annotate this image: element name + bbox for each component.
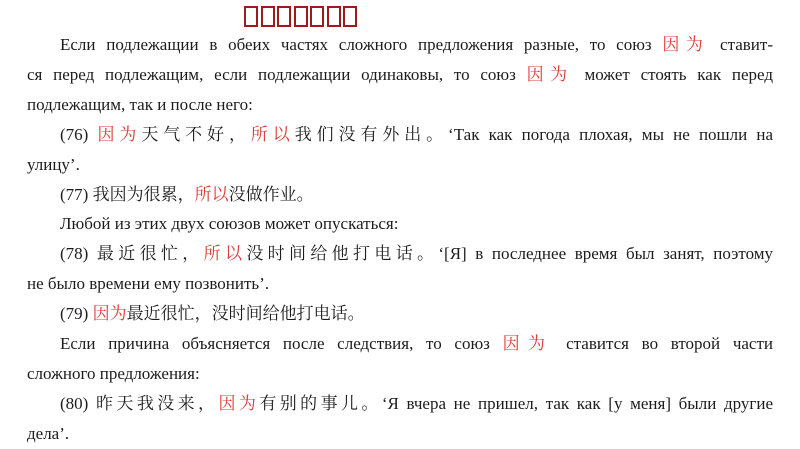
chinese-connector-highlight: 所以 [250, 124, 295, 144]
text-line [27, 419, 773, 449]
text-line [27, 120, 773, 150]
missing-glyph-box [343, 6, 357, 27]
text-run: не было времени ему позвонить’. [27, 274, 270, 294]
text-line [27, 269, 773, 299]
text-run: 没时间给他打电话。‘[Я] в последнее время был занят, поэтому [246, 244, 773, 264]
text-run: (78) 最近很忙， [60, 244, 204, 264]
text-run: может стоять как перед [573, 64, 773, 84]
text-line [27, 90, 773, 120]
text-run: ся перед подлежащим, если подлежащии одинаковы, то союз [27, 64, 527, 84]
missing-glyph-box [310, 6, 324, 27]
text-run: 天气不好， [141, 124, 251, 144]
text-line [27, 180, 773, 210]
text-run: улицу’. [27, 154, 80, 174]
text-run: подлежащим, так и после него: [27, 94, 253, 114]
chinese-connector-highlight: 因为 [218, 393, 260, 413]
text-run: ставится во второй части [553, 334, 774, 354]
chinese-connector-highlight: 因为 [92, 304, 127, 324]
text-run: 没做作业。 [228, 184, 314, 204]
text-run: сложного предложения: [27, 363, 200, 383]
text-run: 我们没有外出。‘Так как погода плохая, мы не пошли на [294, 124, 774, 144]
text-run: (79) [60, 304, 93, 324]
chinese-connector-highlight: 因为 [502, 334, 554, 354]
chinese-connector-highlight: 因为 [526, 64, 574, 84]
text-line [27, 389, 773, 419]
text-run: ставит- [709, 35, 773, 54]
missing-glyph-box [261, 6, 275, 27]
text-content [27, 30, 773, 449]
text-line [27, 150, 773, 180]
chinese-connector-highlight: 所以 [194, 184, 229, 204]
text-line [27, 359, 773, 389]
text-run: дела’. [27, 423, 70, 443]
text-line [27, 239, 773, 269]
chinese-connector-highlight: 因为 [662, 35, 710, 54]
text-run: (76) [60, 124, 98, 144]
text-run: (80) 昨天我没来， [60, 393, 219, 413]
text-line [27, 30, 773, 60]
missing-glyph-box [244, 6, 258, 27]
text-run: Любой из этих двух союзов может опускаться: [60, 214, 399, 234]
text-line [27, 60, 773, 90]
text-line [27, 329, 773, 359]
missing-glyph-box [294, 6, 308, 27]
text-run: Если причина объясняется после следствия, то союз [60, 334, 503, 354]
text-line [27, 299, 773, 329]
missing-glyph-box [327, 6, 341, 27]
text-line [27, 209, 773, 239]
text-run: (77) 我因为很累， [60, 184, 195, 204]
missing-glyph-box [277, 6, 291, 27]
text-run: 最近很忙，没时间给他打电话。 [126, 304, 365, 324]
chinese-connector-highlight: 因为 [97, 124, 142, 144]
chinese-connector-highlight: 所以 [203, 244, 247, 264]
text-run: 有别的事儿。‘Я вчера не пришел, так как [у меня] были другие [259, 393, 774, 413]
page-title [244, 6, 360, 30]
text-run: Если подлежащии в обеих частях сложного предложения разные, то союз [60, 35, 663, 54]
